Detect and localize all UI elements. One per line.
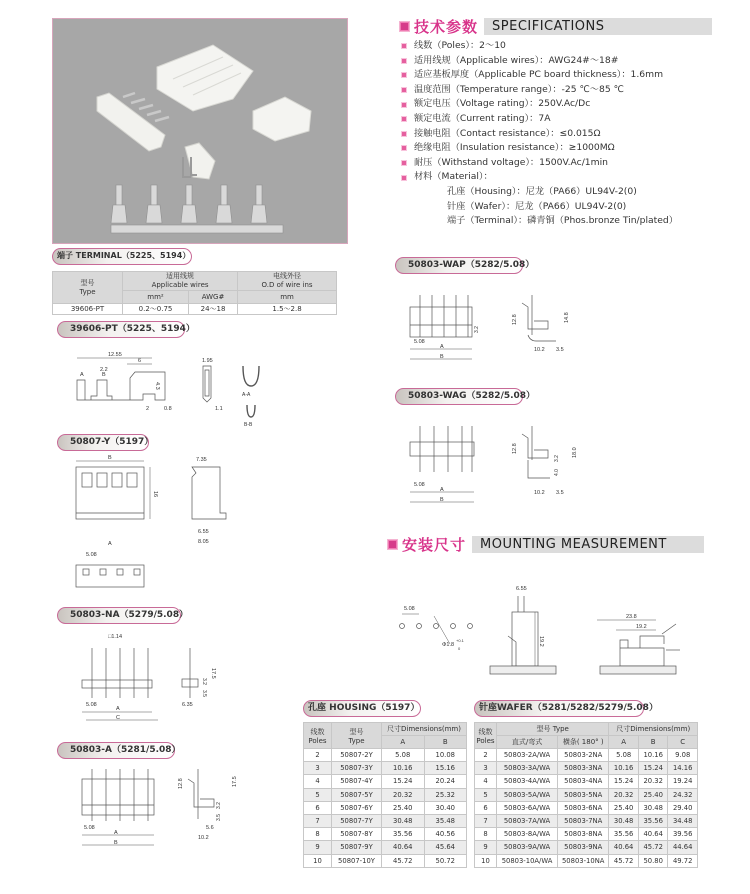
svg-text:3.2: 3.2 — [201, 678, 207, 685]
svg-text:5.08: 5.08 — [414, 339, 425, 345]
spec-item: 材料（Material）： — [401, 170, 678, 185]
spec-item: 适用线规（Applicable wires）：AWG24#～18# — [401, 54, 678, 69]
pt-drawing-label: 39606-PT（5225、5194） — [57, 321, 185, 338]
table-cell: 7 — [475, 814, 497, 827]
table-row — [304, 788, 467, 801]
wafer-table: 线数 Poles 型号 Type 尺寸Dimensions(mm) 直式/弯式 横条( 180° ) A B C 2 50803-2A/WA 50803-2NA 5.08 10.16 9.08 3 50803-3A/WA 50803-3NA 10.16 15.24 14.16 4 50803-4A/WA 50803-4NA 15.24 20.32 19.24 5 50803-5A/WA 50803-5NA 20.32 25.40 24.32 6 50803-6A/WA 50803-6NA 25.40 30.48 29.40 7 50803-7A/WA 50803-7NA 30.48 35.56 34.48 8 50803-8A/WA 50803-8NA 35.56 40.64 39.56 9 50803-9A/WA 50803-9NA 40.64 45.72 44.64 10 50803-10A/WA 50803-10NA 45.72 50.80 49.72 — [474, 722, 698, 868]
terminal-table: 型号 Type 适用线规 Applicable wires 电线外径 O.D of wire ins mm² AWG# mm 39606-PT 0.2～0.75 24～18 1.5～2.8 — [52, 271, 337, 315]
table-cell: 20.32 — [638, 775, 668, 788]
table-cell: 50803-8A/WA — [497, 828, 558, 841]
svg-text:10.2: 10.2 — [534, 347, 545, 353]
svg-text:B: B — [114, 840, 118, 846]
table-row — [304, 762, 467, 775]
table-cell: 10.16 — [638, 749, 668, 762]
bullet-icon — [401, 58, 407, 64]
table-row — [475, 749, 698, 762]
svg-text:12.8: 12.8 — [178, 778, 184, 789]
svg-text:A: A — [116, 706, 120, 712]
housing-small-image — [253, 97, 311, 141]
table-row — [475, 788, 698, 801]
mounting-title-en: MOUNTING MEASUREMENT — [472, 536, 704, 553]
svg-text:C: C — [116, 715, 120, 721]
bullet-icon — [401, 102, 407, 108]
table-cell: 50807-4Y — [332, 775, 382, 788]
table-row: 39606-PT 0.2～0.75 24～18 1.5～2.8 — [53, 304, 337, 315]
svg-text:2.2: 2.2 — [100, 367, 108, 373]
svg-text:5.08: 5.08 — [84, 825, 95, 831]
svg-text:5.08: 5.08 — [404, 606, 415, 612]
table-row — [304, 828, 467, 841]
specifications-header — [399, 17, 712, 35]
svg-text:6.35: 6.35 — [182, 702, 193, 708]
table-cell: 40.64 — [609, 841, 639, 854]
svg-text:12.8: 12.8 — [512, 314, 518, 325]
table-cell: 5.08 — [609, 749, 639, 762]
table-cell: 45.72 — [609, 854, 639, 867]
bullet-icon — [401, 116, 407, 122]
table-cell: 50803-6NA — [558, 801, 609, 814]
table-cell: 45.64 — [424, 841, 467, 854]
svg-text:3.2: 3.2 — [474, 326, 480, 333]
table-cell: 50807-6Y — [332, 801, 382, 814]
table-cell: 50803-9NA — [558, 841, 609, 854]
table-row — [475, 828, 698, 841]
table-cell: 25.40 — [609, 801, 639, 814]
svg-text:A: A — [80, 372, 84, 378]
wafer-right-angle-image — [183, 143, 215, 179]
table-row — [475, 775, 698, 788]
svg-text:17.5: 17.5 — [210, 668, 216, 679]
spec-item: 耐压（Withstand voltage）：1500V.Ac/1min — [401, 156, 678, 171]
table-cell: 4 — [475, 775, 497, 788]
svg-text:5.08: 5.08 — [86, 702, 97, 708]
bullet-icon — [401, 131, 407, 137]
table-cell: 15.24 — [638, 762, 668, 775]
table-row — [304, 801, 467, 814]
table-row — [304, 814, 467, 827]
svg-text:6.55: 6.55 — [198, 529, 209, 535]
svg-text:5.08: 5.08 — [414, 482, 425, 488]
material-wafer: 针座（Wafer）：尼龙（PA66）UL94V-2(0) — [447, 200, 627, 212]
table-cell: 3 — [304, 762, 332, 775]
table-row — [304, 841, 467, 854]
specifications-title-en: SPECIFICATIONS — [484, 18, 712, 35]
mounting-header — [387, 535, 704, 553]
table-cell: 30.48 — [609, 814, 639, 827]
material-housing: 孔座（Housing）：尼龙（PA66）UL94V-2(0) — [447, 185, 637, 197]
table-cell: 50807-5Y — [332, 788, 382, 801]
table-cell: 20.32 — [609, 788, 639, 801]
table-cell: 40.64 — [638, 828, 668, 841]
table-row — [475, 854, 698, 867]
svg-text:B: B — [440, 354, 444, 360]
spec-item: 接触电阻（Contact resistance）：≤0.015Ω — [401, 127, 678, 142]
table-cell: 50803-2A/WA — [497, 749, 558, 762]
spec-item: 额定电压（Voltage rating）：250V.Ac/Dc — [401, 97, 678, 112]
svg-text:0.8: 0.8 — [164, 406, 172, 412]
table-cell: 10.16 — [382, 762, 425, 775]
table-cell: 5 — [304, 788, 332, 801]
table-cell: 15.24 — [609, 775, 639, 788]
table-cell: 50807-8Y — [332, 828, 382, 841]
table-cell: 50807-7Y — [332, 814, 382, 827]
svg-text:5.6: 5.6 — [206, 825, 214, 831]
svg-text:A: A — [114, 830, 118, 836]
svg-text:2: 2 — [146, 406, 150, 412]
spec-item: 适应基板厚度（Applicable PC board thickness）：1.6mm — [401, 68, 678, 83]
table-cell: 6 — [475, 801, 497, 814]
table-cell: 30.48 — [638, 801, 668, 814]
a-wafer-drawing — [70, 765, 270, 850]
table-cell: 25.40 — [638, 788, 668, 801]
table-cell: 30.48 — [382, 814, 425, 827]
svg-text:4.3: 4.3 — [154, 382, 160, 390]
bullet-icon — [401, 160, 407, 166]
table-cell: 50803-2NA — [558, 749, 609, 762]
pink-square-icon — [387, 539, 398, 550]
svg-text:B-B: B-B — [244, 422, 253, 428]
table-cell: 15.24 — [382, 775, 425, 788]
table-cell: 50807-2Y — [332, 749, 382, 762]
pt-terminal-drawing — [60, 350, 280, 430]
table-cell: 50803-6A/WA — [497, 801, 558, 814]
housing-label: 孔座 HOUSING（5197） — [303, 700, 421, 717]
table-cell: 50803-9A/WA — [497, 841, 558, 854]
table-cell: 8 — [304, 828, 332, 841]
svg-text:3.5: 3.5 — [216, 814, 222, 821]
table-cell: 34.48 — [668, 814, 698, 827]
svg-text:19.2: 19.2 — [636, 624, 647, 630]
svg-text:17.5: 17.5 — [232, 776, 238, 787]
table-cell: 50803-3NA — [558, 762, 609, 775]
terminal-label: 端子 TERMINAL（5225、5194） — [52, 248, 192, 265]
table-row — [475, 801, 698, 814]
table-cell: 49.72 — [668, 854, 698, 867]
table-cell: 9 — [475, 841, 497, 854]
table-cell: 50803-10NA — [558, 854, 609, 867]
spec-item: 线数（Poles）：2～10 — [401, 39, 678, 54]
svg-text:B: B — [102, 372, 106, 378]
material-terminal: 端子（Terminal）：磷青铜（Phos.bronze Tin/plated） — [447, 215, 678, 227]
svg-text:16: 16 — [152, 491, 158, 498]
table-cell: 35.48 — [424, 814, 467, 827]
svg-text:7.35: 7.35 — [196, 457, 207, 463]
table-cell: 10.08 — [424, 749, 467, 762]
y-drawing-label: 50807-Y（5197） — [57, 434, 149, 451]
table-cell: 44.64 — [668, 841, 698, 854]
table-cell: 29.40 — [668, 801, 698, 814]
svg-text:3.5: 3.5 — [201, 690, 207, 697]
table-cell: 50803-4NA — [558, 775, 609, 788]
y-housing-drawing — [70, 455, 270, 590]
svg-text:1.1: 1.1 — [215, 406, 223, 412]
svg-text:6.55: 6.55 — [516, 586, 527, 592]
wafer-label: 针座WAFER（5281/5282/5279/5.08） — [474, 700, 644, 717]
svg-text:3.5: 3.5 — [556, 347, 564, 353]
table-cell: 2 — [475, 749, 497, 762]
svg-text:14.8: 14.8 — [564, 312, 570, 323]
bullet-icon — [401, 175, 407, 181]
svg-text:4.0: 4.0 — [554, 469, 560, 476]
svg-text:12.55: 12.55 — [108, 352, 122, 358]
table-cell: 10.16 — [609, 762, 639, 775]
svg-text:A: A — [440, 487, 444, 493]
wap-drawing-label: 50803-WAP（5282/5.08） — [395, 257, 523, 274]
table-cell: 50803-10A/WA — [497, 854, 558, 867]
table-cell: 5.08 — [382, 749, 425, 762]
svg-text:B: B — [108, 455, 112, 461]
table-cell: 50803-5A/WA — [497, 788, 558, 801]
specifications-title-cn: 技术参数 — [414, 17, 479, 36]
table-cell: 8 — [475, 828, 497, 841]
table-cell: 15.16 — [424, 762, 467, 775]
table-cell: 20.32 — [382, 788, 425, 801]
terminal-strip-image — [111, 185, 283, 233]
table-cell: 20.24 — [424, 775, 467, 788]
mounting-drawing — [390, 570, 750, 680]
table-cell: 10 — [304, 854, 332, 867]
table-cell: 4 — [304, 775, 332, 788]
svg-text:3.2: 3.2 — [216, 802, 222, 809]
table-cell: 50803-7A/WA — [497, 814, 558, 827]
table-cell: 5 — [475, 788, 497, 801]
table-cell: 19.24 — [668, 775, 698, 788]
svg-text:10.2: 10.2 — [198, 835, 209, 841]
table-row — [475, 762, 698, 775]
table-cell: 50807-9Y — [332, 841, 382, 854]
mounting-title-cn: 安装尺寸 — [402, 535, 467, 554]
na-drawing-label: 50803-NA（5279/5.08） — [57, 607, 181, 624]
spec-item: 绝缘电阻（Insulation resistance）：≥1000MΩ — [401, 141, 678, 156]
table-row — [304, 854, 467, 867]
svg-text:23.8: 23.8 — [626, 614, 637, 620]
svg-text:+0.1: +0.1 — [456, 638, 464, 643]
wap-wafer-drawing — [400, 285, 580, 365]
svg-text:12.8: 12.8 — [512, 443, 518, 454]
table-cell: 6 — [304, 801, 332, 814]
svg-text:10.2: 10.2 — [534, 490, 545, 496]
table-cell: 25.32 — [424, 788, 467, 801]
table-row — [304, 775, 467, 788]
table-cell: 50803-5NA — [558, 788, 609, 801]
table-cell: 50803-7NA — [558, 814, 609, 827]
table-row — [475, 841, 698, 854]
svg-text:3.5: 3.5 — [556, 490, 564, 496]
product-photo — [52, 18, 348, 244]
bullet-icon — [401, 145, 407, 151]
table-cell: 2 — [304, 749, 332, 762]
svg-text:8.05: 8.05 — [198, 539, 209, 545]
table-cell: 14.16 — [668, 762, 698, 775]
table-cell: 50807-10Y — [332, 854, 382, 867]
table-cell: 45.72 — [638, 841, 668, 854]
table-cell: 25.40 — [382, 801, 425, 814]
svg-text:0: 0 — [458, 646, 461, 651]
table-cell: 9 — [304, 841, 332, 854]
table-cell: 50807-3Y — [332, 762, 382, 775]
spec-item: 温度范围（Temperature range）：-25 ℃～85 ℃ — [401, 83, 678, 98]
table-cell: 35.56 — [638, 814, 668, 827]
svg-text:A: A — [440, 344, 444, 350]
bullet-icon — [401, 72, 407, 78]
na-wafer-drawing — [70, 630, 270, 725]
table-cell: 9.08 — [668, 749, 698, 762]
bullet-icon — [401, 87, 407, 93]
table-cell: 3 — [475, 762, 497, 775]
svg-text:A-A: A-A — [242, 392, 251, 398]
table-row — [475, 814, 698, 827]
housing-table: 线数 Poles 型号 Type 尺寸Dimensions(mm) A B 2 50807-2Y 5.08 10.08 3 50807-3Y 10.16 15.16 4 50807-4Y 15.24 20.24 5 50807-5Y 20.32 25.32 6 50807-6Y 25.40 30.40 7 50807-7Y 30.48 35.48 8 50807-8Y 35.56 40.56 9 50807-9Y 40.64 45.64 10 50807-10Y 45.72 50.72 — [303, 722, 467, 868]
table-cell: 35.56 — [382, 828, 425, 841]
table-cell: 40.64 — [382, 841, 425, 854]
svg-text:B: B — [440, 497, 444, 503]
table-cell: 7 — [304, 814, 332, 827]
svg-text:5.08: 5.08 — [86, 552, 97, 558]
table-row — [304, 749, 467, 762]
table-cell: 50803-4A/WA — [497, 775, 558, 788]
table-cell: 10 — [475, 854, 497, 867]
table-cell: 40.56 — [424, 828, 467, 841]
table-cell: 50.72 — [424, 854, 467, 867]
svg-text:1.95: 1.95 — [202, 358, 213, 364]
table-cell: 50803-3A/WA — [497, 762, 558, 775]
svg-text:Φ1.8: Φ1.8 — [442, 642, 455, 648]
svg-text:6: 6 — [138, 358, 142, 364]
wag-wafer-drawing — [400, 418, 580, 508]
spec-item: 额定电流（Current rating）：7A — [401, 112, 678, 127]
table-cell: 35.56 — [609, 828, 639, 841]
table-cell: 39.56 — [668, 828, 698, 841]
table-cell: 50803-8NA — [558, 828, 609, 841]
svg-text:19.2: 19.2 — [538, 636, 544, 647]
svg-text:□1.14: □1.14 — [108, 634, 123, 640]
bullet-icon — [401, 43, 407, 49]
table-cell: 24.32 — [668, 788, 698, 801]
svg-text:A: A — [108, 541, 112, 547]
wafer-image — [97, 93, 169, 151]
svg-text:3.2: 3.2 — [554, 455, 560, 462]
housing-large-image — [157, 45, 253, 111]
specifications-list — [401, 39, 678, 229]
svg-text:18.0: 18.0 — [572, 447, 578, 458]
pink-square-icon — [399, 21, 410, 32]
wag-drawing-label: 50803-WAG（5282/5.08） — [395, 388, 523, 405]
a-drawing-label: 50803-A（5281/5.08） — [57, 742, 175, 759]
table-cell: 30.40 — [424, 801, 467, 814]
table-cell: 45.72 — [382, 854, 425, 867]
table-cell: 50.80 — [638, 854, 668, 867]
